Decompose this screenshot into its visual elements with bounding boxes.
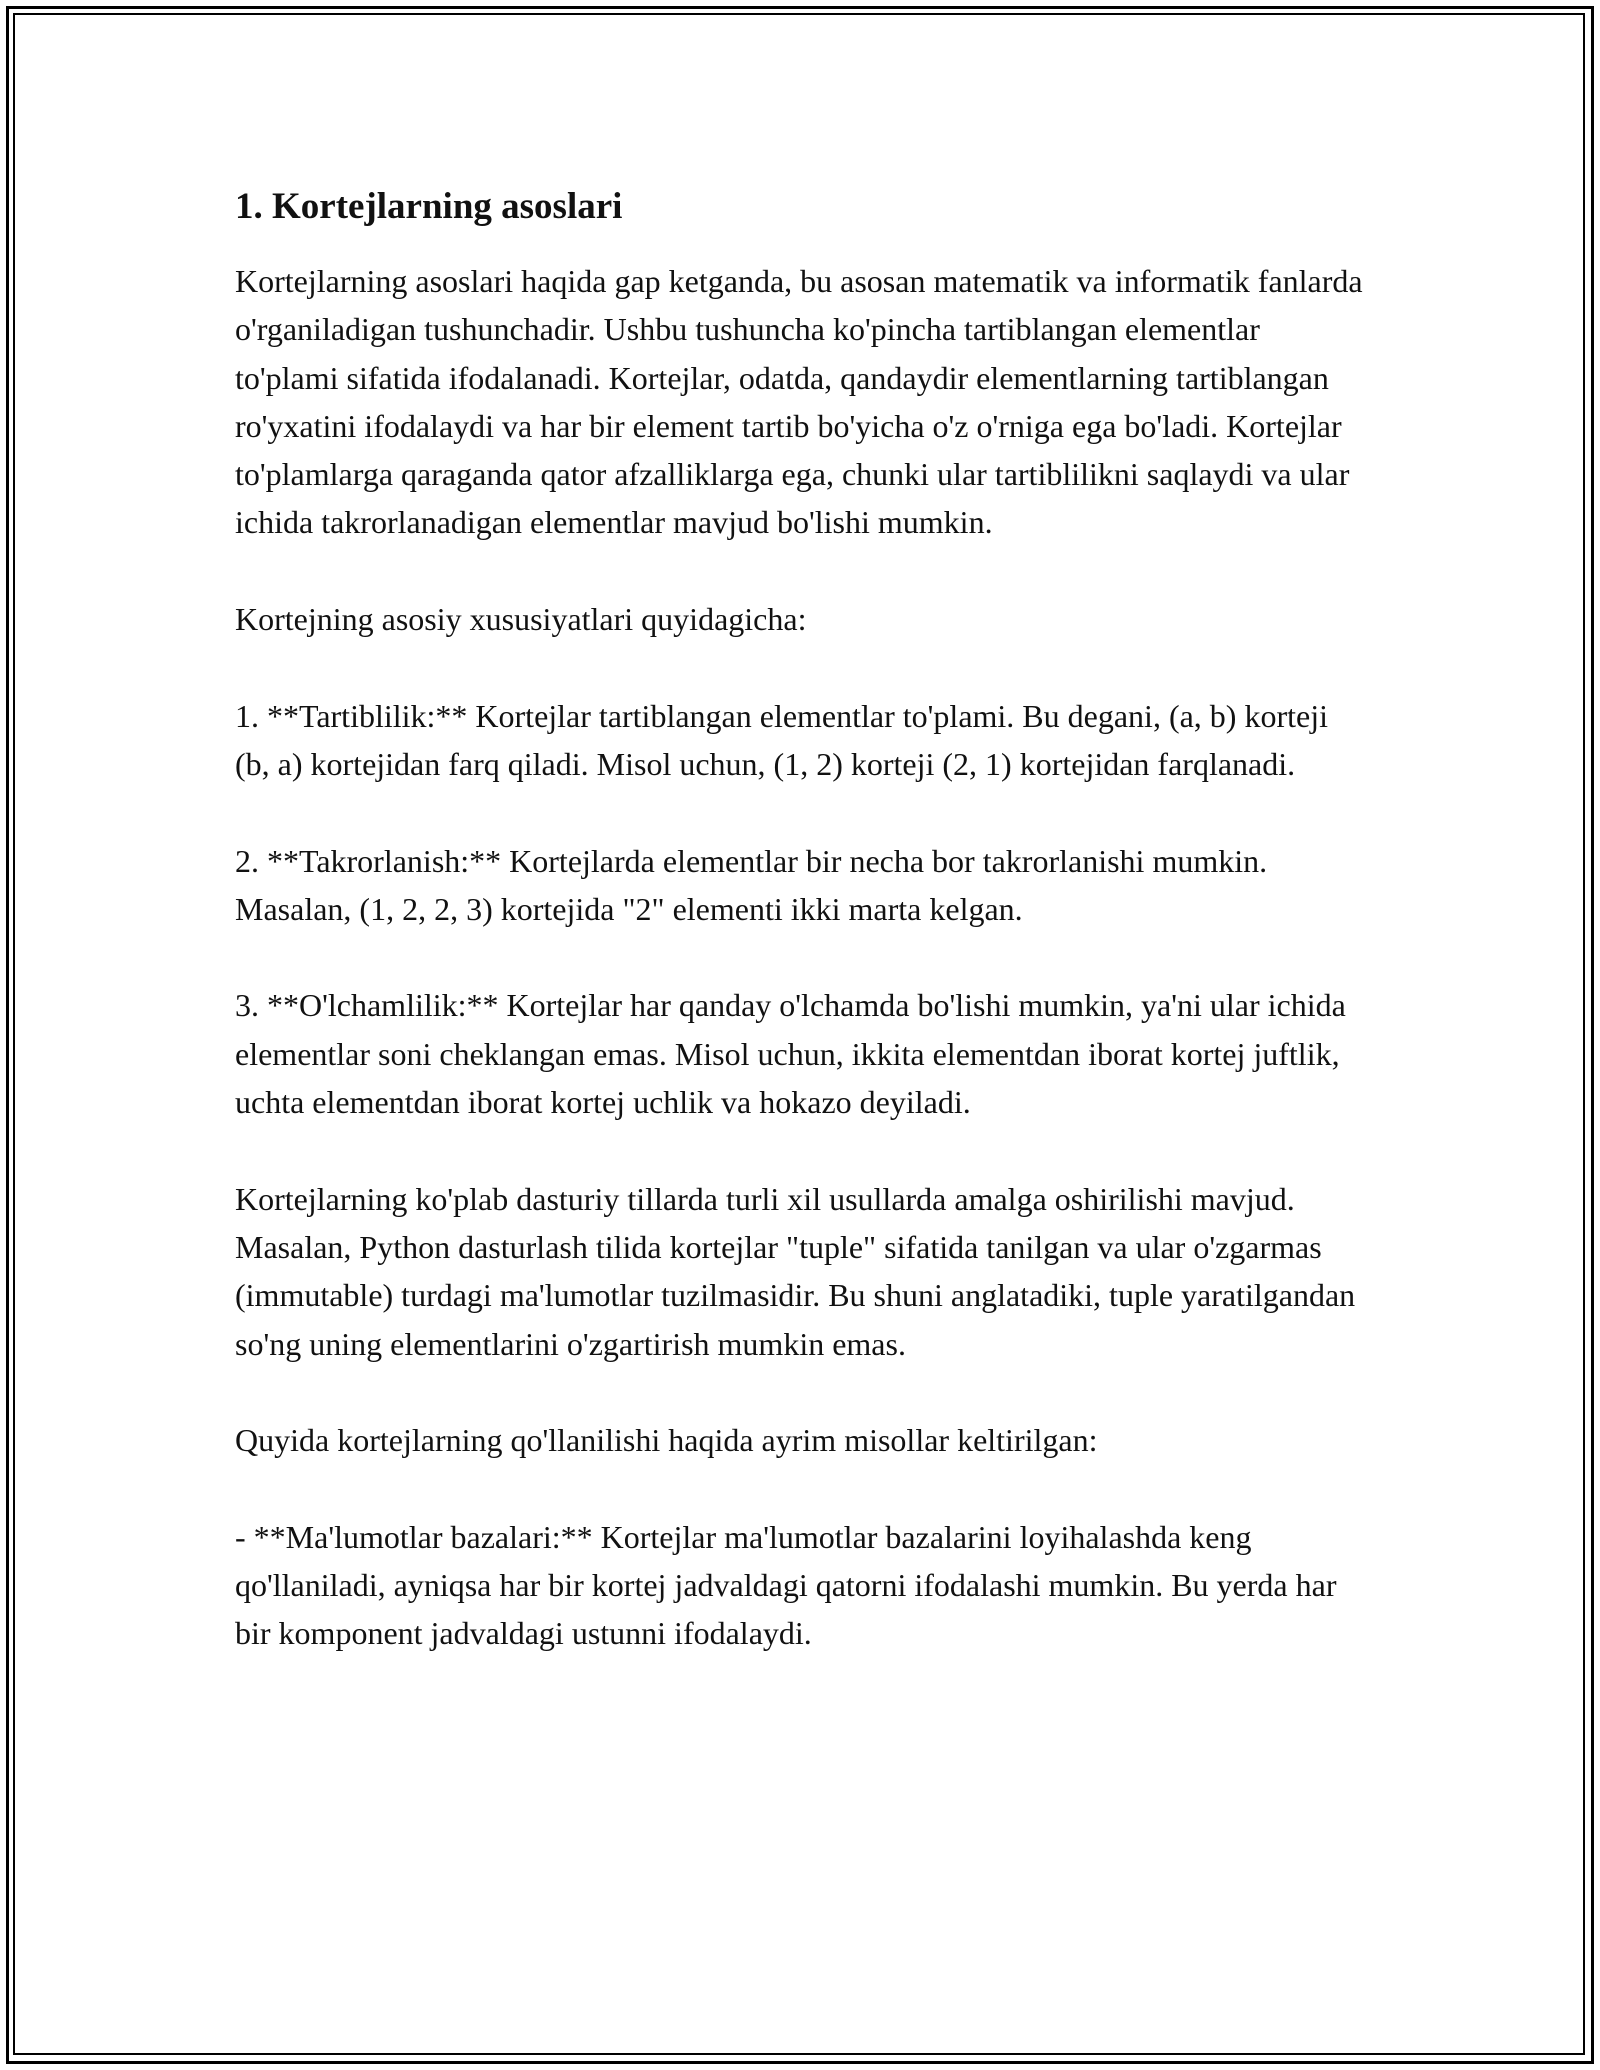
list-item-dimension: 3. **O'lchamlilik:** Kortejlar har qanday o'lchamda bo'lishi mumkin, ya'ni ular ichida elementlar soni cheklangan emas. Misol uchun, ikkita elementdan iborat kortej juftlik, uchta elementdan iborat kortej uchlik va hokazo deyiladi.: [235, 987, 1346, 1121]
paragraph-intro: Kortejlarning asoslari haqida gap ketganda, bu asosan matematik va informatik fanlarda o'rganiladigan tushunchadir. Ushbu tushuncha ko'pincha tartiblangan elementlar to'plami sifatida ifodalanadi. Kortejlar, odatda, qandaydir elementlarning tartiblangan ro'yxatini ifodalaydi va har bir element tartib bo'yicha o'z o'rniga ega bo'ladi. Kortejlar to'plamlarga qaraganda qator afzalliklarga ega, chunki ular tartiblilikni saqlaydi va ular ichida takrorlanadigan elementlar mavjud bo'lishi mumkin.: [235, 263, 1363, 541]
document-body: [235, 185, 1370, 1658]
paragraph-programming-languages: Kortejlarning ko'plab dasturiy tillarda turli xil usullarda amalga oshirilishi mavjud. Masalan, Python dasturlash tilida kortejlar "tuple" sifatida tanilgan va ular o'zgarmas (immutable) turdagi ma'lumotlar tuzilmasidir. Bu shuni anglatadiki, tuple yaratilgandan so'ng uning elementlarini o'zgartirish mumkin emas.: [235, 1180, 1356, 1362]
list-item-repetition: 2. **Takrorlanish:** Kortejlarda elementlar bir necha bor takrorlanishi mumkin. Masalan, (1, 2, 2, 3) kortejida "2" elementi ikki marta kelgan.: [235, 842, 1268, 927]
paragraph-examples-intro: Quyida kortejlarning qo'llanilishi haqida ayrim misollar keltirilgan:: [235, 1422, 1098, 1459]
list-item-databases: - **Ma'lumotlar bazalari:** Kortejlar ma'lumotlar bazalarini loyihalashda keng qo'llaniladi, ayniqsa har bir kortej jadvaldagi qatorni ifodalashi mumkin. Bu yerda har bir komponent jadvaldagi ustunni ifodalaydi.: [235, 1518, 1337, 1652]
section-heading: 1. Kortejlarning asoslari: [235, 186, 623, 227]
list-item-orderliness: 1. **Tartiblilik:** Kortejlar tartiblangan elementlar to'plami. Bu degani, (a, b) korteji (b, a) kortejidan farq qiladi. Misol uchun, (1, 2) korteji (2, 1) kortejidan farqlanadi.: [235, 697, 1328, 782]
paragraph-properties-intro: Kortejning asosiy xususiyatlari quyidagicha:: [235, 601, 807, 638]
